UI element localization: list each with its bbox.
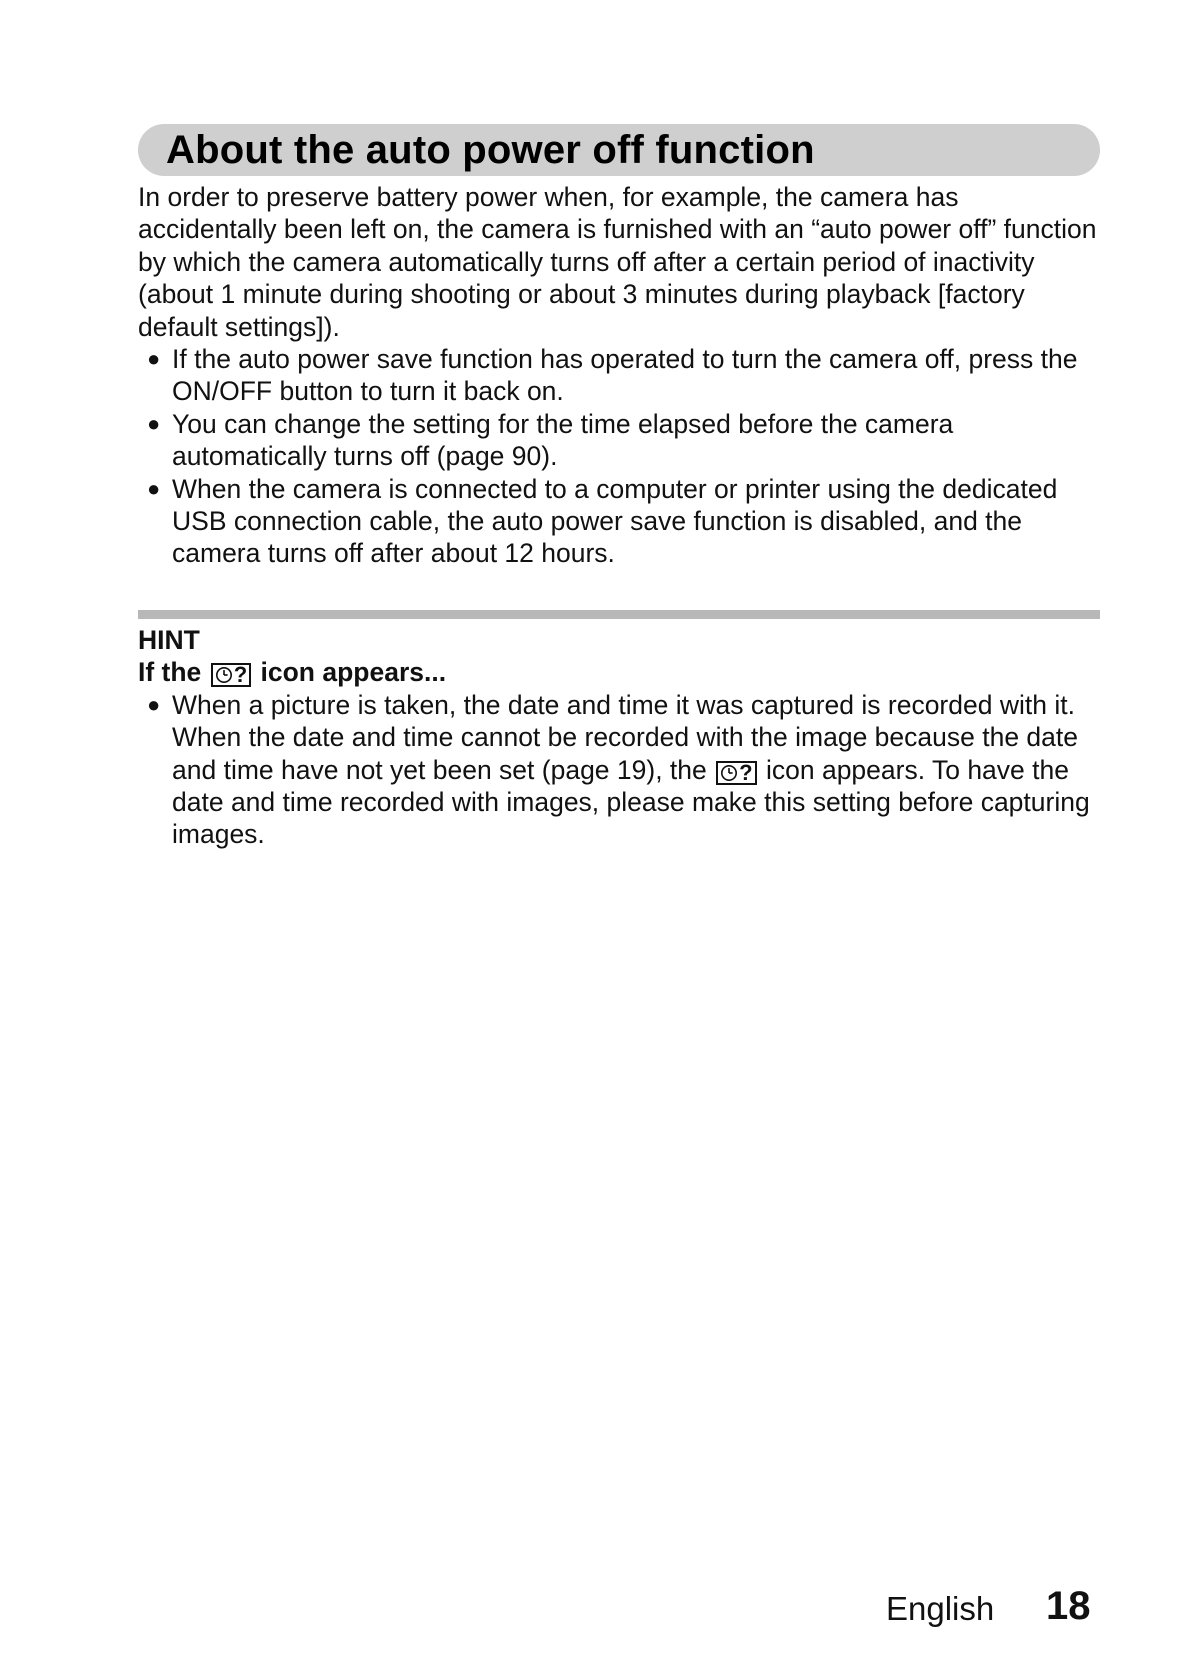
question-mark-glyph: ? <box>233 662 248 688</box>
footer-language: English <box>886 1590 995 1627</box>
section-heading-bar <box>138 124 1100 176</box>
hint-subtitle-before: If the <box>138 657 202 688</box>
hint-block <box>138 624 1100 851</box>
hint-subtitle <box>138 656 1100 688</box>
hint-label: HINT <box>138 625 200 655</box>
hint-bullet-list <box>138 689 1100 851</box>
hint-divider <box>138 610 1100 619</box>
clock-icon <box>720 764 738 782</box>
question-mark-glyph: ? <box>739 759 753 785</box>
hint-bullet-text-2: icon appears. To have the date and time recorded with images, please make this setting before capturing images. <box>172 754 1090 850</box>
clock-question-icon <box>211 663 251 687</box>
hint-bullet-text-1: When a picture is taken, the date and time it was captured is recorded with it. When the date and time cannot be recorded with the image because the date and time have not yet been set (page 19), the <box>172 689 1079 785</box>
intro-paragraph: In order to preserve battery power when, for example, the camera has accidentally been left on, the camera is furnished with an “auto power off” function by which the camera automatically turns off after a certain period of inactivity (about 1 minute during shooting or about 3 minutes during playback [factory default settings]). <box>138 182 1097 342</box>
bullet-icon: ● <box>147 346 161 372</box>
page-number: 18 <box>1046 1584 1091 1628</box>
clock-question-icon <box>716 761 756 785</box>
bullet-icon: ● <box>147 475 161 501</box>
hint-subtitle-after: icon appears... <box>260 657 447 688</box>
list-item <box>138 689 1100 851</box>
list-item <box>138 343 1100 408</box>
bullet-text: When the camera is connected to a computer or printer using the dedicated USB connection cable, the auto power save function is disabled, and the camera turns off after about 12 hours. <box>172 473 1058 569</box>
bullet-text: You can change the setting for the time elapsed before the camera automatically turns off (page 90). <box>172 408 954 472</box>
intro-block <box>138 181 1100 570</box>
bullet-text: If the auto power save function has operated to turn the camera off, press the ON/OFF button to turn it back on. <box>172 344 1078 407</box>
bullet-icon: ● <box>147 691 161 717</box>
list-item <box>138 408 1100 473</box>
bullet-list <box>138 343 1100 570</box>
bullet-icon: ● <box>147 410 161 436</box>
clock-icon <box>215 666 233 684</box>
list-item <box>138 473 1100 570</box>
section-title: About the auto power off function <box>166 128 815 172</box>
